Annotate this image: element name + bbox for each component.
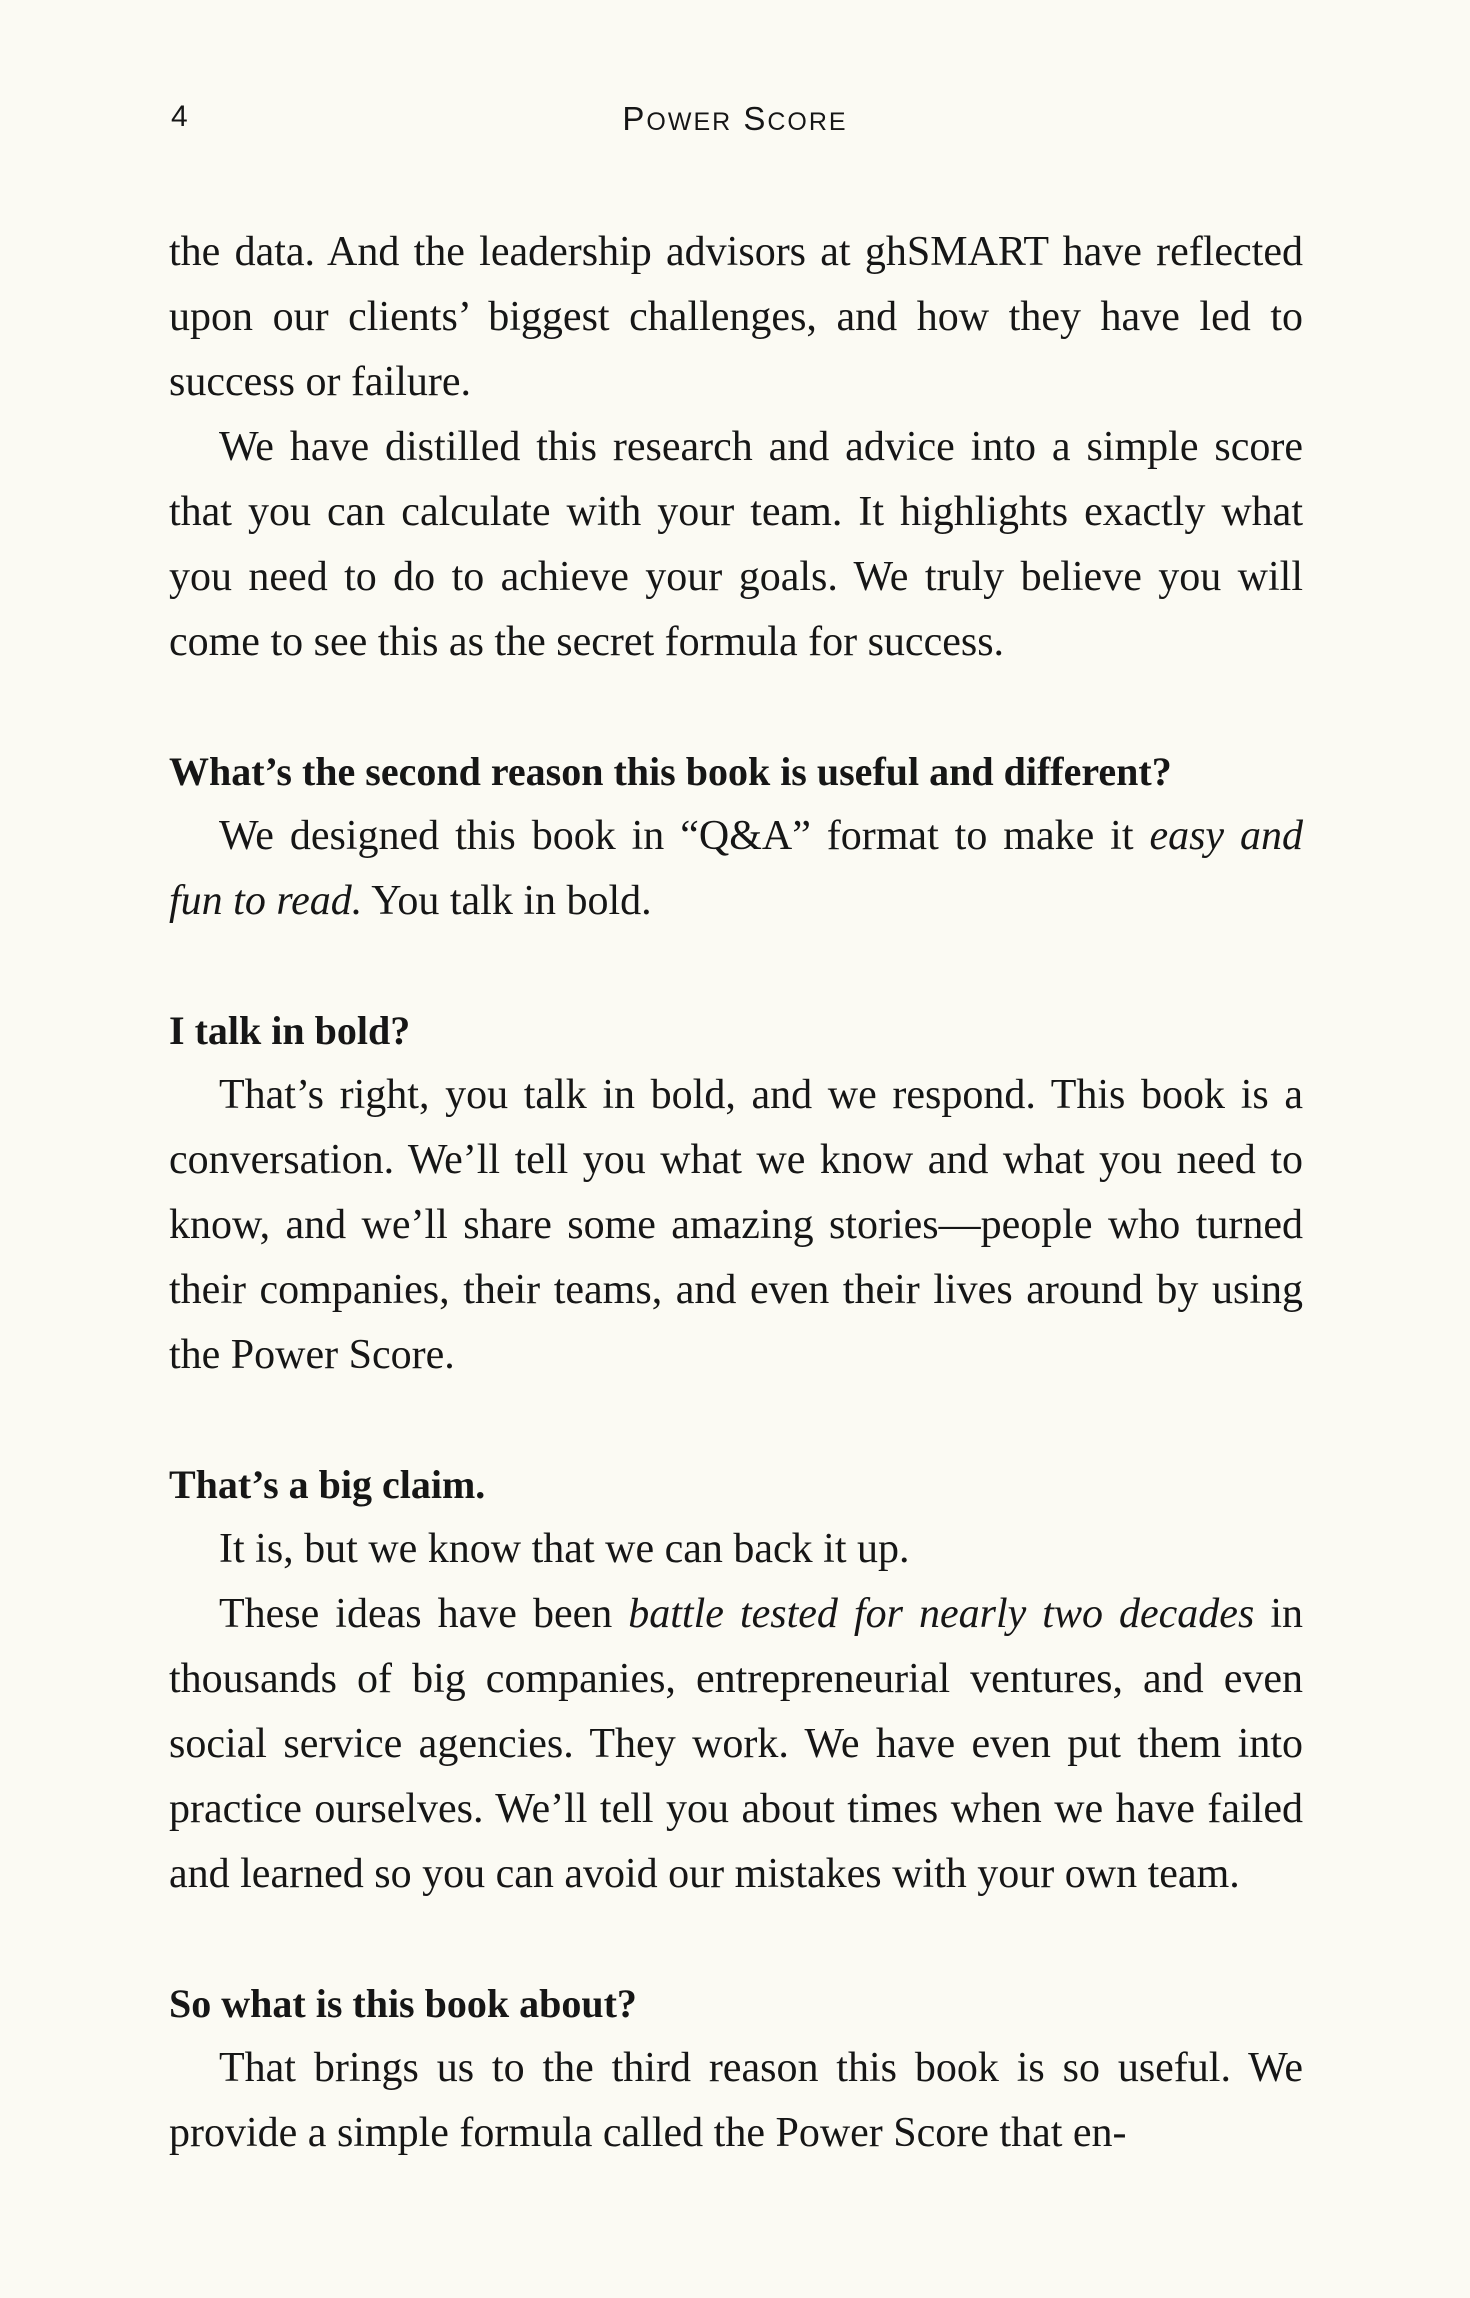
- answer-paragraph: We designed this book in “Q&A” format to make it easy and fun to read. You talk in bold.: [169, 813, 1303, 924]
- question-heading: What’s the second reason this book is useful and different?: [169, 749, 1172, 794]
- paragraph: We have distilled this research and advice into a simple score that you can calculate with your team. It highlights exactly what you need to do to achieve your goals. We truly believe you will come to see this as the secret formula for success.: [169, 424, 1303, 665]
- paragraph-continued: the data. And the leadership advisors at ghSMART have reflected upon our clients’ biggest challenges, and how they have led to success or failure.: [169, 229, 1303, 405]
- running-head: POWER SCORE: [622, 100, 848, 137]
- page-body: [169, 220, 1303, 2166]
- answer-paragraph: That’s right, you talk in bold, and we respond. This book is a conversation. We’ll tell you what we know and what you need to know, and we’ll share some amazing stories—people who turned their companies, their teams, and even their lives around by using the Power Score.: [169, 1072, 1303, 1378]
- page-number: 4: [171, 100, 188, 133]
- question-heading: So what is this book about?: [169, 1981, 637, 2026]
- answer-paragraph: It is, but we know that we can back it up.: [219, 1526, 910, 1572]
- answer-paragraph: That brings us to the third reason this book is so useful. We provide a simple formula called the Power Score that en-: [169, 2045, 1303, 2156]
- question-heading: That’s a big claim.: [169, 1462, 486, 1507]
- answer-paragraph: These ideas have been battle tested for nearly two decades in thousands of big companies, entrepreneurial ventures, and even social service agencies. They work. We have even put them into practice ourselves. We’ll tell you about times when we have failed and learned so you can avoid our mistakes with your own team.: [169, 1591, 1303, 1897]
- page-header: [169, 100, 1301, 160]
- question-heading: I talk in bold?: [169, 1008, 411, 1053]
